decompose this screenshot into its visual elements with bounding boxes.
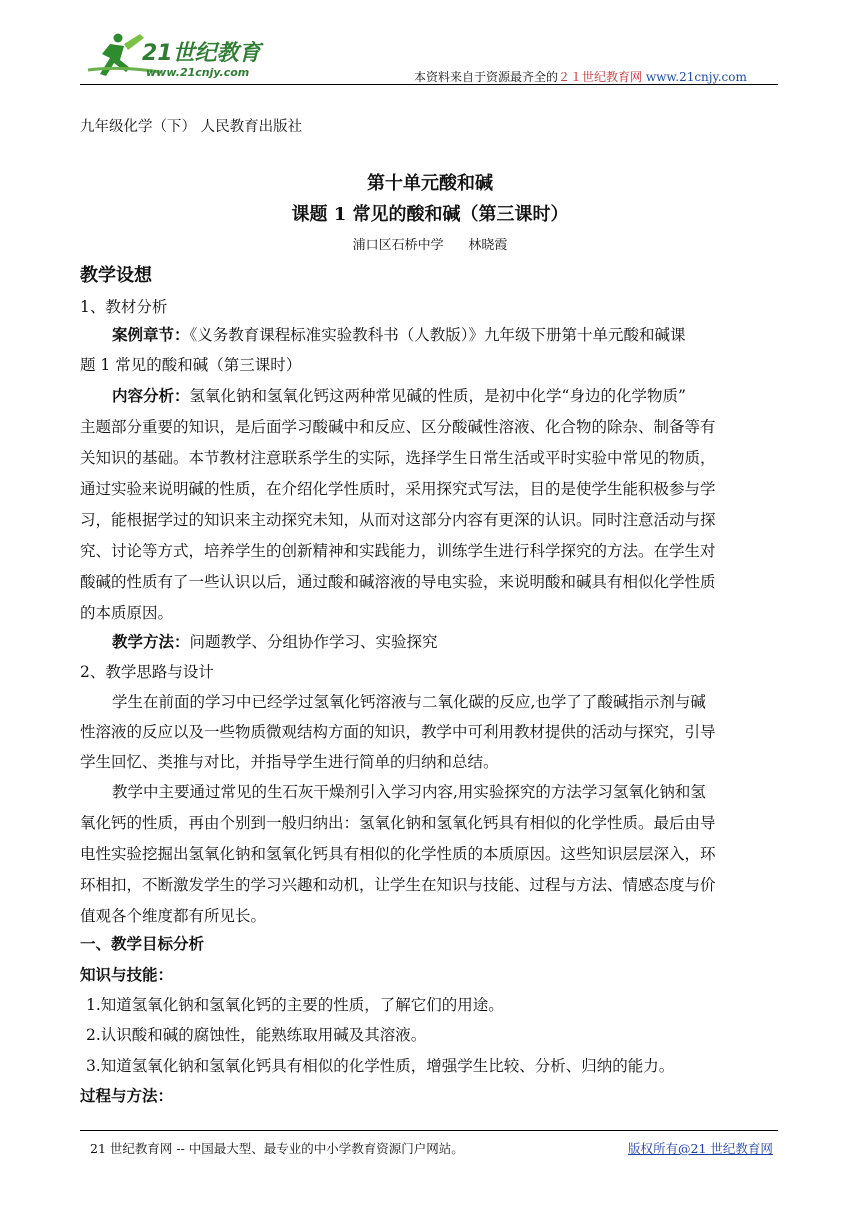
content-paragraph-line-3: 关知识的基础。本节教材注意联系学生的实际，选择学生日常生活或平时实验中常见的物质，	[80, 449, 716, 467]
content-paragraph-line-4: 通过实验来说明碱的性质，在介绍化学性质时，采用探究式写法，目的是使学生能积极参与学	[80, 480, 716, 498]
section-heading: 教学设想	[80, 265, 152, 286]
case-text-1: 《义务教育课程标准实验教科书（人教版）》九年级下册第十单元酸和碱课	[189, 326, 686, 344]
design-para1-line-2: 性溶液的反应以及一些物质微观结构方面的知识，教学中可利用教材提供的活动与探究，引导	[80, 723, 716, 741]
unit-title: 第十单元酸和碱	[367, 173, 493, 194]
knowledge-item-1: 1.知道氢氧化钠和氢氧化钙的主要的性质，了解它们的用途。	[86, 996, 504, 1014]
knowledge-label: 知识与技能：	[80, 965, 174, 984]
case-label: 案例章节：	[112, 325, 190, 344]
design-para1-line-1: 学生在前面的学习中已经学过氢氧化钙溶液与二氧化碳的反应,也学了了酸碱指示剂与碱	[112, 693, 706, 711]
header-divider	[80, 84, 778, 85]
design-para2-line-1: 教学中主要通过常见的生石灰干燥剂引入学习内容,用实验探究的方法学习氢氧化钠和氢	[112, 783, 706, 801]
method-line	[112, 632, 812, 652]
subheading-1: 1、教材分析	[80, 298, 168, 316]
method-text: 问题教学、分组协作学习、实验探究	[189, 633, 438, 651]
author-line: 浦口区石桥中学 林晓霞	[352, 238, 508, 253]
footer-divider	[80, 1130, 778, 1131]
content-paragraph-line-5: 习，能根据学过的知识来主动探究未知，从而对这部分内容有更深的认识。同时注意活动与探	[80, 511, 716, 529]
content-paragraph-line-6: 究、讨论等方式，培养学生的创新精神和实践能力，训练学生进行科学探究的方法。在学生对	[80, 542, 716, 560]
design-para2-line-3: 电性实验挖掘出氢氧化钠和氢氧化钙具有相似的化学性质的本质原因。这些知识层层深入，环	[80, 845, 716, 863]
lesson-title: 课题 1 常见的酸和碱（第三课时）	[291, 204, 569, 225]
design-para2-line-4: 环相扣，不断激发学生的学习兴趣和动机，让学生在知识与技能、过程与方法、情感态度与价	[80, 876, 716, 894]
content-paragraph-line-8: 的本质原因。	[80, 604, 174, 622]
header-source-note	[414, 68, 747, 85]
knowledge-item-3: 3.知道氢氧化钠和氢氧化钙具有相似的化学性质，增强学生比较、分析、归纳的能力。	[86, 1057, 675, 1075]
design-para2-line-2: 氧化钙的性质，再由个别到一般归纳出：氢氧化钠和氢氧化钙具有相似的化学性质。最后由导	[80, 814, 716, 832]
method-label: 教学方法：	[112, 632, 190, 651]
knowledge-item-2: 2.认识酸和碱的腐蚀性，能熟练取用碱及其溶液。	[86, 1026, 427, 1044]
content-label: 内容分析：	[112, 386, 190, 405]
goals-heading: 一、教学目标分析	[80, 934, 205, 953]
footer-copyright-link[interactable]: 版权所有@21 世纪教育网	[628, 1141, 773, 1156]
subheading-2: 2、教学思路与设计	[80, 663, 214, 681]
design-para1-line-3: 学生回忆、类推与对比，并指导学生进行简单的归纳和总结。	[80, 753, 499, 771]
header-note-prefix: 本资料来自于资源最齐全的	[414, 70, 559, 84]
meta-line: 九年级化学（下） 人民教育出版社	[80, 119, 303, 135]
header-note-brand[interactable]: ２１世纪教育网	[558, 70, 643, 84]
header-note-site[interactable]: www.21cnjy.com	[645, 70, 747, 84]
case-paragraph-line-2: 题 1 常见的酸和碱（第三课时）	[80, 356, 302, 374]
footer-left-text: 21 世纪教育网 -- 中国最大型、最专业的中小学教育资源门户网站。	[90, 1141, 464, 1156]
content-paragraph-line-1	[112, 386, 812, 406]
site-logo	[80, 30, 290, 86]
content-text-1: 氢氧化钠和氢氧化钙这两种常见碱的性质，是初中化学“身边的化学物质”	[189, 387, 686, 405]
design-para2-line-5: 值观各个维度都有所见长。	[80, 907, 267, 925]
content-paragraph-line-2: 主题部分重要的知识，是后面学习酸碱中和反应、区分酸碱性溶液、化合物的除杂、制备等有	[80, 418, 716, 436]
logo-url: www.21cnjy.com	[146, 66, 250, 79]
process-label: 过程与方法：	[80, 1086, 174, 1105]
logo-wordmark: 21世纪教育	[142, 41, 261, 66]
case-paragraph-line-1	[112, 325, 812, 345]
content-paragraph-line-7: 酸碱的性质有了一些认识以后，通过酸和碱溶液的导电实验，来说明酸和碱具有相似化学性质	[80, 573, 716, 591]
